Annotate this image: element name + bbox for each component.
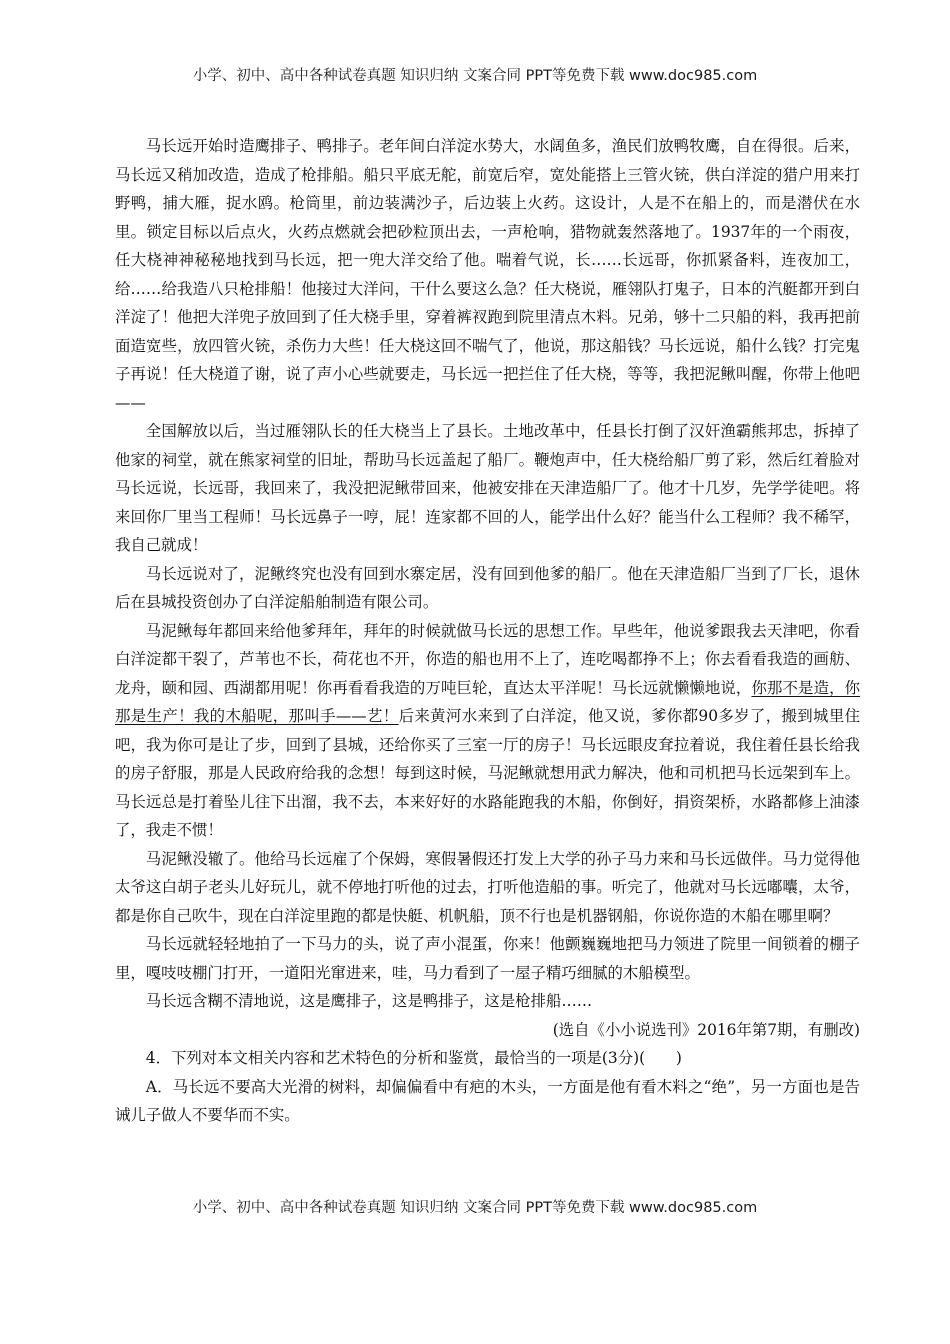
passage-paragraph-7: 马长远含糊不清地说，这是鹰排子，这是鸭排子，这是枪排船…… [145,992,593,1010]
passage-paragraph-4-part-1: 马泥鳅每年都回来给他爹拜年，拜年的时候就做马长远的思想工作。早些年，他说爹跟我去天津吧，你看白洋淀都干裂了，芦苇也不长，荷花也不开，你造的船也用不上了，连吃喝都挣不上；你去看看我造的画舫、龙舟，颐和园、西湖都用呢！你再看看我造的万吨巨轮，直达太平洋呢！马长远就懒懒地说， [115,621,860,697]
option-a: A．马长远不要高大光滑的树料，却偏偏看中有疤的木头，一方面是他有看木料之“绝”，另一方面也是告诫儿子做人不要华而不实。 [115,1077,860,1124]
reading-passage [115,132,860,1044]
underlined-sentence: 你那不是造，你那是生产！我的木船呢，那叫手——艺！ [115,678,860,725]
question-4 [115,1044,860,1130]
passage-paragraph-1: 马长远开始时造鹰排子、鸭排子。老年间白洋淀水势大，水阔鱼多，渔民们放鸭牧鹰，自在得很。后来，马长远又稍加改造，造成了枪排船。船只平底无舵，前宽后窄，宽处能搭上三管火铳，供白洋淀的猎户用来打野鸭，捕大雁，捉水鸥。枪筒里，前边装满沙子，后边装上火药。这设计，人是不在船上的，而是潜伏在水里。锁定目标以后点火，火药点燃就会把砂粒顶出去，一声枪响，猎物就轰然落地了。1937年的一个雨夜，任大桡神神秘秘地找到马长远，把一兜大洋交给了他。喘着气说，长……长远哥，你抓紧备料，连夜加工，给……给我造八只枪排船！他接过大洋问，干什么要这么急？任大桡说，雁翎队打鬼子，日本的汽艇都开到白洋淀了！他把大洋兜子放回到了任大桡手里，穿着裤衩跑到院里清点木料。兄弟，够十二只船的料，我再把前面造宽些，放四管火铳，杀伤力大些！任大桡这回不喘气了，他说，那这船钱？马长远说，船什么钱？打完鬼子再说！任大桡道了谢，说了声小心些就要走，马长远一把拦住了任大桡，等等，我把泥鳅叫醒，你带上他吧—— [115,137,860,412]
passage-paragraph-3: 马长远说对了，泥鳅终究也没有回到水寨定居，没有回到他爹的船厂。他在天津造船厂当到了厂长，退休后在县城投资创办了白洋淀船舶制造有限公司。 [115,564,860,611]
passage-paragraph-4 [115,617,860,845]
passage-paragraph-2: 全国解放以后，当过雁翎队长的任大桡当上了县长。土地改革中，任县长打倒了汉奸渔霸熊邦忠，拆掉了他家的祠堂，就在熊家祠堂的旧址，帮助马长远盖起了船厂。鞭炮声中，任大桡给船厂剪了彩，然后红着脸对马长远说，长远哥，我回来了，我没把泥鳅带回来，他被安排在天津造船厂了。他才十几岁，先学学徒吧。将来回你厂里当工程师！马长远鼻子一哼，屁！连家都不回的人，能学出什么好？能当什么工程师？我不稀罕，我自己就成！ [115,422,860,554]
question-stem: 4．下列对本文相关内容和艺术特色的分析和鉴赏，最恰当的一项是(3分)( ) [145,1049,682,1067]
passage-paragraph-6: 马长远就轻轻地拍了一下马力的头，说了声小混蛋，你来！他颤巍巍地把马力领进了院里一间锁着的棚子里，嘎吱吱棚门打开，一道阳光窜进来，哇，马力看到了一屋子精巧细腻的木船模型。 [115,935,860,982]
passage-paragraph-5: 马泥鳅没辙了。他给马长远雇了个保姆，寒假暑假还打发上大学的孙子马力来和马长远做伴。马力觉得他太爷这白胡子老头儿好玩儿，就不停地打听他的过去，打听他造船的事。听完了，他就对马长远嘟囔，太爷，都是你自己吹牛，现在白洋淀里跑的都是快艇、机帆船，顶不行也是机器钢船，你说你造的木船在哪里啊？ [115,849,860,925]
page-footer: 小学、初中、高中各种试卷真题 知识归纳 文案合同 PPT等免费下载 www.doc985.com [192,1200,758,1216]
document-body [115,132,860,1130]
passage-paragraph-4-part-2: 后来黄河水来到了白洋淀，他又说，爹你都90多岁了，搬到城里住吧，我为你可是让了步，回到了县城，还给你买了三室一厅的房子！马长远眼皮耷拉着说，我住着任县长给我的房子舒服，那是人民政府给我的念想！每到这时候，马泥鳅就想用武力解决，他和司机把马长远架到车上。马长远总是打着坠儿往下出溜，我不去，本来好好的水路能跑我的木船，你倒好，捐资架桥，水路都修上油漆了，我走不惯！ [115,707,860,839]
page-header: 小学、初中、高中各种试卷真题 知识归纳 文案合同 PPT等免费下载 www.doc985.com [192,68,758,84]
source-citation: (选自《小小说选刊》2016年第7期，有删改) [552,1020,860,1039]
